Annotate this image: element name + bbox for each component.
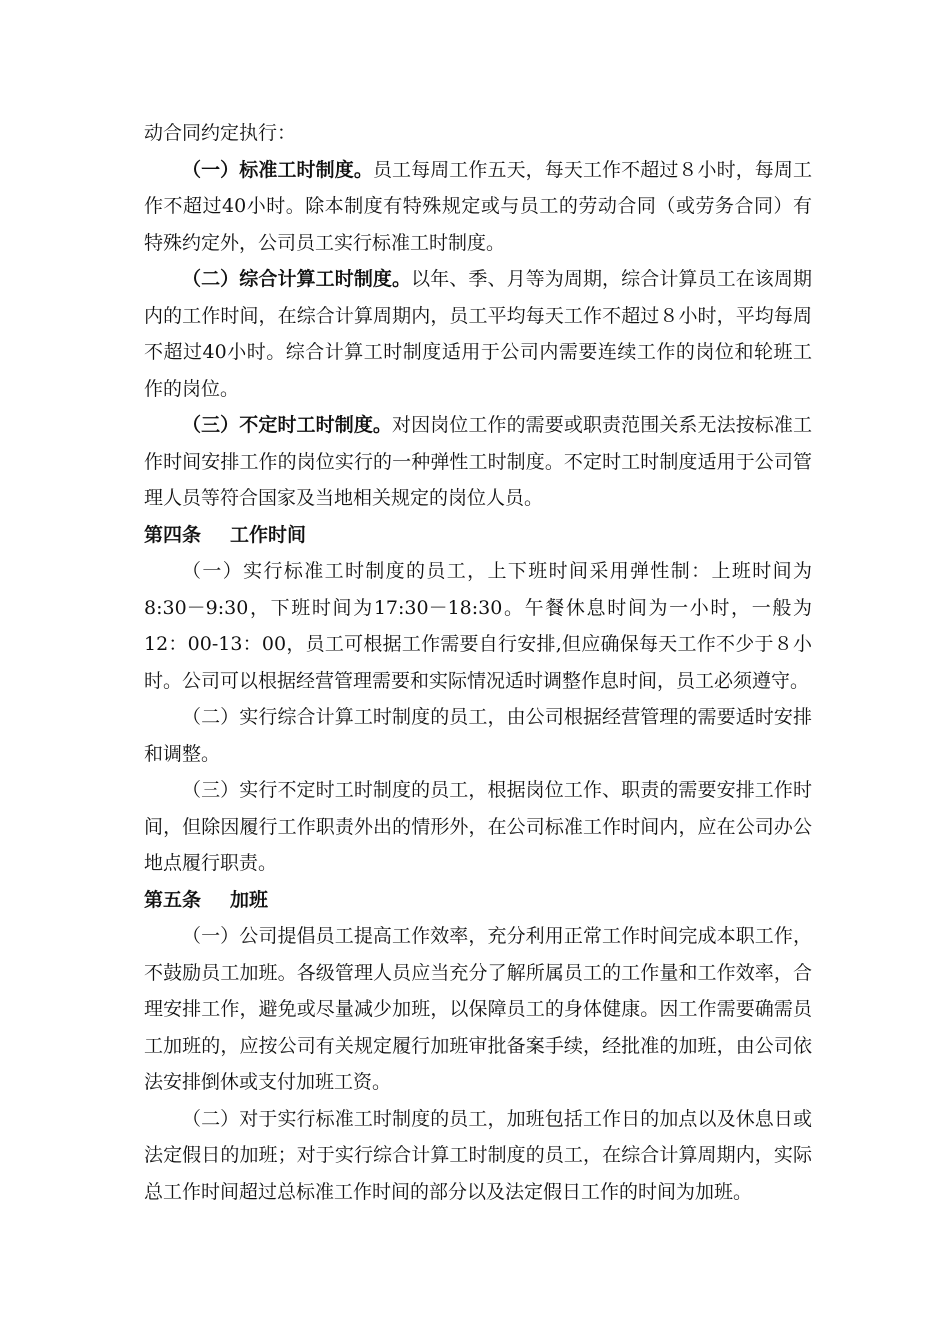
article-4-item-2-lead: （二） [182, 706, 240, 728]
article-4-item-2 [144, 699, 812, 772]
article-4-item-2-body: 实行综合计算工时制度的员工，由公司根据经营管理的需要适时安排和调整。 [144, 706, 812, 765]
article-5-title: 加班 [230, 888, 269, 911]
article-5-item-1 [144, 918, 812, 1101]
article-4-item-3 [144, 772, 812, 882]
article-5-heading [144, 882, 812, 919]
article-4-number: 第四条 [144, 523, 202, 546]
article-4-item-1-lead: （一） [182, 560, 244, 582]
hours-flexible-lead: （三）不定时工时制度。 [182, 414, 393, 436]
document-page [144, 115, 812, 1210]
hours-flexible-paragraph [144, 407, 812, 517]
hours-standard-body: 员工每周工作五天，每天工作不超过８小时，每周工作不超过40小时。除本制度有特殊规定或与员工的劳动合同（或劳务合同）有特殊约定外，公司员工实行标准工时制度。 [144, 158, 812, 254]
article-5-item-2 [144, 1101, 812, 1211]
article-5-item-1-lead: （一） [182, 925, 240, 947]
article-4-heading [144, 517, 812, 554]
hours-comprehensive-paragraph [144, 261, 812, 407]
hours-standard-lead: （一）标准工时制度。 [182, 158, 373, 181]
article-4-title: 工作时间 [230, 523, 307, 546]
article-5-item-2-lead: （二） [182, 1107, 240, 1130]
article-4-item-1-body: 实行标准工时制度的员工，上下班时间采用弹性制：上班时间为8:30－9:30，下班时间为17:30－18:30。午餐休息时间为一小时，一般为12：00-13：00，员工可根据工作需要自行安排,但应确保每天工作不少于８小时。公司可以根据经营管理需要和实际情况适时调整作息时间，员工必须遵守。 [144, 560, 812, 692]
hours-standard-paragraph [144, 152, 812, 262]
hours-flexible-body: 对因岗位工作的需要或职责范围关系无法按标准工作时间安排工作的岗位实行的一种弹性工时制度。不定时工时制度适用于公司管理人员等符合国家及当地相关规定的岗位人员。 [144, 414, 812, 509]
hours-comprehensive-lead: （二）综合计算工时制度。 [182, 268, 412, 290]
article-4-item-3-lead: （三） [182, 779, 240, 801]
article-4-item-3-body: 实行不定时工时制度的员工，根据岗位工作、职责的需要安排工作时间，但除因履行工作职责外出的情形外，在公司标准工作时间内，应在公司办公地点履行职责。 [144, 779, 812, 874]
intro-paragraph: 动合同约定执行： [144, 122, 297, 144]
article-4-item-1 [144, 553, 812, 699]
article-5-item-1-body: 公司提倡员工提高工作效率，充分利用正常工作时间完成本职工作，不鼓励员工加班。各级管理人员应当充分了解所属员工的工作量和工作效率，合理安排工作，避免或尽量减少加班，以保障员工的身体健康。因工作需要确需员工加班的，应按公司有关规定履行加班审批备案手续，经批准的加班，由公司依法安排倒休或支付加班工资。 [144, 925, 812, 1093]
article-5-number: 第五条 [144, 888, 202, 911]
article-5-item-2-body: 对于实行标准工时制度的员工，加班包括工作日的加点以及休息日或法定假日的加班；对于实行综合计算工时制度的员工，在综合计算周期内，实际总工作时间超过总标准工作时间的部分以及法定假日工作的时间为加班。 [144, 1107, 812, 1203]
hours-comprehensive-body: 以年、季、月等为周期，综合计算员工在该周期内的工作时间，在综合计算周期内，员工平均每天工作不超过８小时，平均每周不超过40小时。综合计算工时制度适用于公司内需要连续工作的岗位和轮班工作的岗位。 [144, 268, 812, 400]
